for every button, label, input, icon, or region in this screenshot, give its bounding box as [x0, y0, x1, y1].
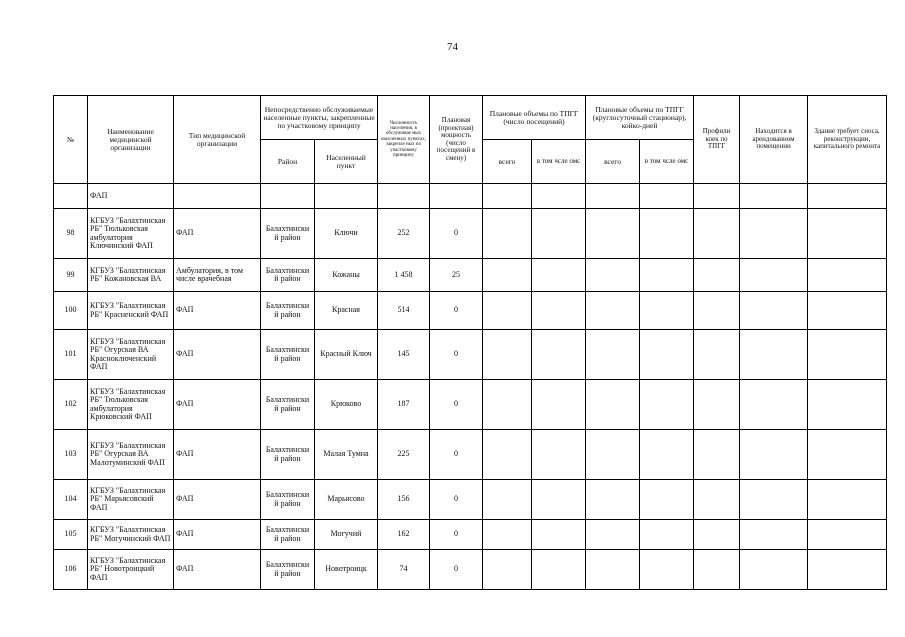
settlement-cell: Красная	[315, 292, 378, 330]
row-num-cell: 102	[54, 380, 88, 430]
org-name-cell: КГБУЗ "Балахтинская РБ" Тюльковская амбулатория Крюковский ФАП	[88, 380, 174, 430]
org-type-cell: Амбулатория, в том числе врачебная	[174, 259, 261, 292]
empty-cell	[532, 430, 586, 480]
empty-cell	[740, 259, 808, 292]
empty-cell	[640, 550, 694, 590]
row-num-cell: 99	[54, 259, 88, 292]
header-district: Район	[261, 140, 315, 184]
district-cell: Балахтински й район	[261, 292, 315, 330]
district-cell: Балахтински й район	[261, 330, 315, 380]
table-body	[54, 184, 887, 590]
population-cell: 145	[378, 330, 430, 380]
empty-cell	[740, 520, 808, 550]
header-leased: Находится в арендованном помещении	[740, 96, 808, 184]
empty-cell	[483, 209, 532, 259]
population-cell: 162	[378, 520, 430, 550]
empty-cell	[532, 209, 586, 259]
capacity-cell: 0	[430, 330, 483, 380]
empty-cell	[483, 430, 532, 480]
empty-cell	[483, 520, 532, 550]
settlement-cell: Красный Ключ	[315, 330, 378, 380]
district-cell: Балахтински й район	[261, 259, 315, 292]
population-cell: 1 458	[378, 259, 430, 292]
empty-cell	[640, 330, 694, 380]
row-num-cell: 98	[54, 209, 88, 259]
capacity-cell: 0	[430, 520, 483, 550]
empty-cell	[740, 380, 808, 430]
header-capacity: Плановая (проектная) мощность (число посещений в смену)	[430, 96, 483, 184]
table-row	[54, 209, 887, 259]
row-num-cell: 101	[54, 330, 88, 380]
empty-cell	[694, 520, 740, 550]
empty-cell	[694, 259, 740, 292]
empty-cell	[740, 209, 808, 259]
org-name-cell: КГБУЗ "Балахтинская РБ" Огурская ВА Малотуминский ФАП	[88, 430, 174, 480]
header-repair: Здание требует сноса, реконструкции, капитального ремонта	[808, 96, 887, 184]
capacity-cell: 0	[430, 209, 483, 259]
empty-cell	[532, 380, 586, 430]
population-cell: 187	[378, 380, 430, 430]
population-cell: 74	[378, 550, 430, 590]
empty-cell	[532, 480, 586, 520]
org-type-cell: ФАП	[174, 330, 261, 380]
row-num-cell: 105	[54, 520, 88, 550]
empty-cell	[532, 330, 586, 380]
district-cell: Балахтински й район	[261, 430, 315, 480]
empty-cell	[808, 380, 887, 430]
settlement-cell: Кожаны	[315, 259, 378, 292]
header-tpgg-visits: Плановые объемы по ТПГГ (число посещений)	[483, 96, 586, 140]
table-row	[54, 430, 887, 480]
empty-cell	[808, 520, 887, 550]
empty-cell	[586, 380, 640, 430]
empty-cell	[808, 480, 887, 520]
empty-cell	[483, 380, 532, 430]
empty-cell	[694, 430, 740, 480]
header-org-type: Тип медицинской организации	[174, 96, 261, 184]
table-row	[54, 520, 887, 550]
empty-cell	[694, 380, 740, 430]
empty-cell	[640, 259, 694, 292]
continued-org-cell: ФАП	[88, 184, 174, 209]
row-num-cell: 106	[54, 550, 88, 590]
table-row-continued	[54, 184, 887, 209]
table-row	[54, 550, 887, 590]
settlement-cell: Крюково	[315, 380, 378, 430]
empty-cell	[640, 292, 694, 330]
empty-cell	[640, 480, 694, 520]
header-tpgg-hospital: Плановые объемы по ТПГГ (круглосуточный стационар), койко-дней	[586, 96, 694, 140]
empty-cell	[532, 520, 586, 550]
empty-cell	[483, 330, 532, 380]
district-cell: Балахтински й район	[261, 520, 315, 550]
empty-cell	[586, 480, 640, 520]
row-num-cell: 100	[54, 292, 88, 330]
empty-cell	[483, 550, 532, 590]
table-row	[54, 380, 887, 430]
header-settlement: Населенный пункт	[315, 140, 378, 184]
empty-cell	[586, 550, 640, 590]
org-name-cell: КГБУЗ "Балахтинская РБ" Марьясовский ФАП	[88, 480, 174, 520]
empty-cell	[532, 292, 586, 330]
district-cell: Балахтински й район	[261, 480, 315, 520]
settlement-cell: Могучий	[315, 520, 378, 550]
org-type-cell: ФАП	[174, 550, 261, 590]
empty-cell	[740, 550, 808, 590]
district-cell: Балахтински й район	[261, 550, 315, 590]
capacity-cell: 0	[430, 292, 483, 330]
empty-cell	[586, 430, 640, 480]
row-num-cell: 103	[54, 430, 88, 480]
empty-cell	[586, 330, 640, 380]
empty-cell	[808, 330, 887, 380]
empty-cell	[483, 292, 532, 330]
empty-cell	[694, 330, 740, 380]
empty-cell	[640, 209, 694, 259]
row-num-cell: 104	[54, 480, 88, 520]
org-name-cell: КГБУЗ "Балахтинская РБ" Огурская ВА Красноключенский ФАП	[88, 330, 174, 380]
empty-cell	[586, 209, 640, 259]
empty-cell	[808, 430, 887, 480]
district-cell: Балахтински й район	[261, 380, 315, 430]
capacity-cell: 0	[430, 550, 483, 590]
empty-cell	[740, 292, 808, 330]
district-cell: Балахтински й район	[261, 209, 315, 259]
header-hospital-oms: в том чсле омс	[640, 140, 694, 184]
empty-cell	[740, 330, 808, 380]
settlement-cell: Марьясово	[315, 480, 378, 520]
empty-cell	[808, 550, 887, 590]
population-cell: 156	[378, 480, 430, 520]
empty-cell	[694, 292, 740, 330]
header-bed-profiles: Профили коек по ТПГГ	[694, 96, 740, 184]
table-row	[54, 480, 887, 520]
page-number: 74	[447, 41, 458, 53]
org-name-cell: КГБУЗ "Балахтинская РБ" Тюльковская амбулатория Ключинский ФАП	[88, 209, 174, 259]
org-type-cell: ФАП	[174, 430, 261, 480]
empty-cell	[808, 259, 887, 292]
empty-cell	[586, 520, 640, 550]
population-cell: 514	[378, 292, 430, 330]
empty-cell	[532, 259, 586, 292]
header-population: Численность населения, в обслуживае мых населенных пунктах, закрепле ных по участковому принципу	[378, 96, 430, 184]
empty-cell	[483, 480, 532, 520]
settlement-cell: Ключи	[315, 209, 378, 259]
org-type-cell: ФАП	[174, 209, 261, 259]
population-cell: 225	[378, 430, 430, 480]
settlement-cell: Новотроицк	[315, 550, 378, 590]
org-type-cell: ФАП	[174, 292, 261, 330]
org-type-cell: ФАП	[174, 480, 261, 520]
empty-cell	[740, 430, 808, 480]
org-name-cell: КГБУЗ "Балахтинская РБ" Могучинский ФАП	[88, 520, 174, 550]
header-org-name: Наименование медицинской организации	[88, 96, 174, 184]
empty-cell	[808, 209, 887, 259]
org-type-cell: ФАП	[174, 380, 261, 430]
empty-cell	[740, 480, 808, 520]
empty-cell	[694, 480, 740, 520]
table-row	[54, 259, 887, 292]
header-visits-total: всего	[483, 140, 532, 184]
population-cell: 252	[378, 209, 430, 259]
facilities-table	[53, 95, 887, 590]
org-name-cell: КГБУЗ "Балахтинская РБ" Новотроицкий ФАП	[88, 550, 174, 590]
capacity-cell: 0	[430, 480, 483, 520]
empty-cell	[808, 292, 887, 330]
empty-cell	[532, 550, 586, 590]
capacity-cell: 0	[430, 380, 483, 430]
empty-cell	[586, 292, 640, 330]
table-row	[54, 330, 887, 380]
header-visits-oms: в том чсле омс	[532, 140, 586, 184]
empty-cell	[694, 209, 740, 259]
empty-cell	[640, 520, 694, 550]
org-name-cell: КГБУЗ "Балахтинская РБ" Красненский ФАП	[88, 292, 174, 330]
header-num: №	[54, 96, 88, 184]
empty-cell	[483, 259, 532, 292]
org-type-cell: ФАП	[174, 520, 261, 550]
org-name-cell: КГБУЗ "Балахтинская РБ" Кожановская ВА	[88, 259, 174, 292]
settlement-cell: Малая Тумна	[315, 430, 378, 480]
header-hospital-total: всего	[586, 140, 640, 184]
capacity-cell: 25	[430, 259, 483, 292]
empty-cell	[694, 550, 740, 590]
empty-cell	[586, 259, 640, 292]
capacity-cell: 0	[430, 430, 483, 480]
empty-cell	[640, 430, 694, 480]
table-row	[54, 292, 887, 330]
header-assigned-settlements: Непосредственно обслуживаемые населенные пункты, закрепленные по участковому принципу	[261, 96, 378, 140]
empty-cell	[640, 380, 694, 430]
